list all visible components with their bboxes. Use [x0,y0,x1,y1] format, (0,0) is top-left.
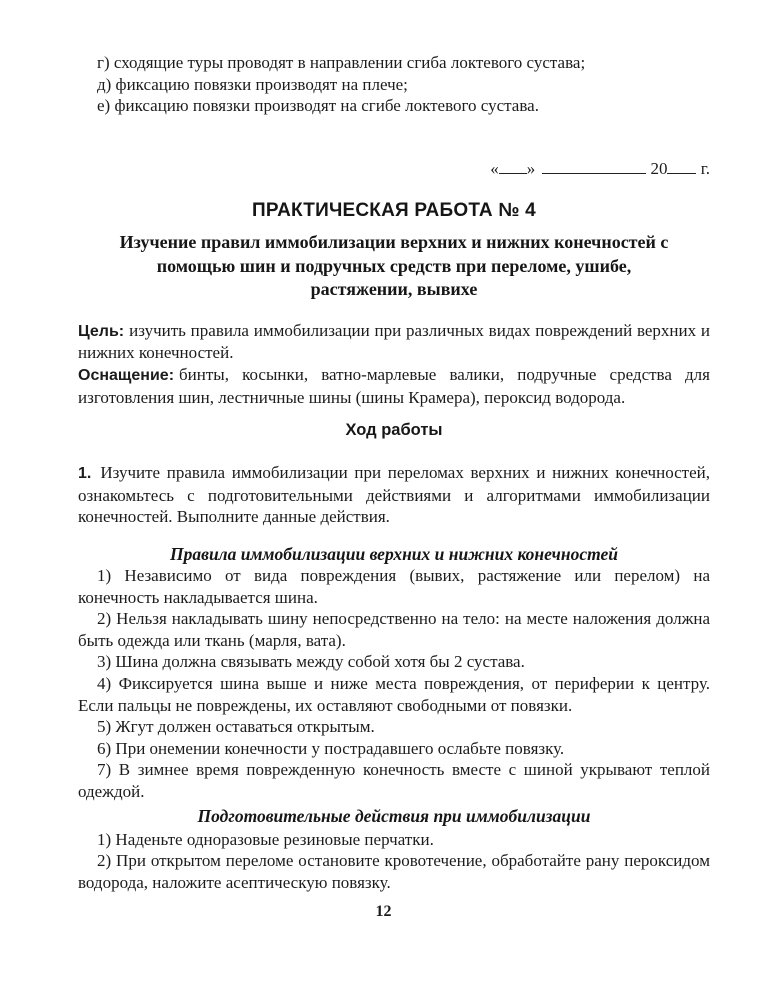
equipment-paragraph [78,364,710,408]
step-text: Изучите правила иммобилизации при переломах верхних и нижних конечностей, ознакомьтесь с подготовительными действиями и алгоритмами иммобилизации конечностей. Выполните данные действия. [78,463,710,527]
date-day-blank [499,160,527,174]
prep-item: 1) Наденьте одноразовые резиновые перчатки. [97,829,434,849]
list-item: д) фиксацию повязки производят на плече; [97,74,408,94]
rule-item: 6) При онемении конечности у пострадавшего ослабьте повязку. [97,738,565,758]
step-1-paragraph [78,462,710,528]
goal-paragraph [78,320,710,364]
page-content [78,52,710,893]
prep-item: 2) При открытом переломе остановите кровотечение, обработайте рану пероксидом водорода, наложите асептическую повязку. [78,851,710,892]
year-suffix: г. [700,158,710,178]
year-prefix: 20 [650,158,668,178]
step-number: 1. [78,465,92,483]
rule-item: 5) Жгут должен оставаться открытым. [97,717,375,737]
close-quote: » [526,158,536,178]
worksheet-subtitle: Изучение правил иммобилизации верхних и нижних конечностей с помощью шин и подручных средств при переломе, ушибе, растяжении, вывихе [119,232,669,300]
list-item: е) фиксацию повязки производят на сгибе локтевого сустава. [97,96,539,116]
bandage-list-continued [78,52,710,117]
page-number: 12 [375,903,392,920]
rule-item: 4) Фиксируется шина выше и ниже места повреждения, от периферии к центру. Если пальцы не повреждены, их оставляют свободными от повязки. [78,674,710,715]
equipment-text: бинты, косынки, ватно-марлевые валики, подручные средства для изготовления шин, лестничные шины (шины Крамера), пероксид водорода. [78,365,710,407]
preparation-list [78,829,710,894]
rule-item: 1) Независимо от вида повреждения (вывих, растяжение или перелом) на конечность накладывается шина. [78,566,710,607]
equipment-label: Оснащение: [78,367,175,385]
date-year-blank [667,160,696,174]
rules-heading: Правила иммобилизации верхних и нижних конечностей [170,544,618,565]
worksheet-title: ПРАКТИЧЕСКАЯ РАБОТА № 4 [252,200,536,222]
date-fill-in-line [78,158,710,180]
rules-list [78,565,710,803]
work-progress-heading: Ход работы [345,421,443,440]
goal-label: Цель: [78,322,125,340]
rule-item: 3) Шина должна связывать между собой хотя бы 2 сустава. [97,652,525,672]
list-item: г) сходящие туры проводят в направлении сгиба локтевого сустава; [97,53,586,72]
preparation-heading: Подготовительные действия при иммобилизации [197,805,591,826]
date-month-blank [542,160,646,174]
rule-item: 2) Нельзя накладывать шину непосредственно на тело: на месте наложения должна быть одежда или ткань (марля, вата). [78,609,710,650]
rule-item: 7) В зимнее время поврежденную конечность вместе с шиной укрывают теплой одеждой. [78,760,710,801]
open-quote: « [490,158,499,178]
goal-text: изучить правила иммобилизации при различных видах повреждений верхних и нижних конечностей. [78,320,710,363]
